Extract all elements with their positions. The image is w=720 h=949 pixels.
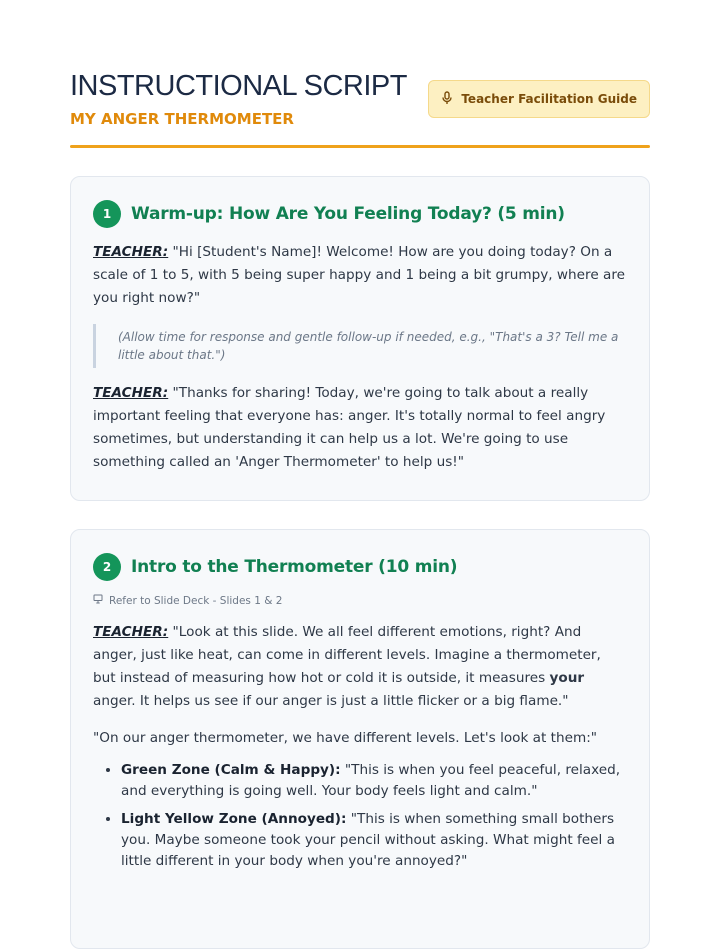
teacher-guide-label: Teacher Facilitation Guide xyxy=(461,92,637,106)
teacher-line xyxy=(93,382,627,474)
speaker-label: TEACHER: xyxy=(93,624,169,640)
list-item xyxy=(121,809,627,872)
microphone-icon xyxy=(441,91,453,108)
zone-list xyxy=(93,760,627,872)
teacher-line-text: "Thanks for sharing! Today, we're going to talk about a really important feeling that everyone has: anger. It's totally normal to feel angry sometimes, but understanding it can help us a lot. We're going to use something called an 'Anger Thermometer' to help us!" xyxy=(93,385,606,470)
teacher-line-text: anger. It helps us see if our anger is just a little flicker or a big flame." xyxy=(93,693,569,709)
speaker-label: TEACHER: xyxy=(93,244,169,260)
step-number-badge: 2 xyxy=(93,553,121,581)
page-header xyxy=(70,68,650,130)
header-divider xyxy=(70,145,650,148)
section-card-2 xyxy=(70,529,650,949)
section-title: Intro to the Thermometer (10 min) xyxy=(131,557,458,577)
zone-description: "This is when something small bothers you. Maybe someone took your pencil without asking. What might feel a little different in your body when you're annoyed?" xyxy=(121,811,615,869)
script-line: "On our anger thermometer, we have different levels. Let's look at them:" xyxy=(93,730,598,746)
section-title: Warm-up: How Are You Feeling Today? (5 min) xyxy=(131,204,565,224)
page-subtitle: MY ANGER THERMOMETER xyxy=(70,110,294,128)
speaker-label: TEACHER: xyxy=(93,385,169,401)
slide-reference-text: Refer to Slide Deck - Slides 1 & 2 xyxy=(109,594,283,607)
teacher-line-text: "Look at this slide. We all feel different emotions, right? And anger, just like heat, can come in different levels. Imagine a thermometer, but instead of measuring how hot or cold it is outside, it measures xyxy=(93,624,601,686)
teacher-guide-badge xyxy=(428,80,650,118)
list-item xyxy=(121,760,627,802)
teacher-line xyxy=(93,241,627,310)
section-heading xyxy=(93,552,627,582)
teacher-line-text: "Hi [Student's Name]! Welcome! How are you doing today? On a scale of 1 to 5, with 5 being super happy and 1 being a bit grumpy, where are you right now?" xyxy=(93,244,625,306)
page-title: INSTRUCTIONAL SCRIPT xyxy=(70,70,407,102)
facilitation-note: (Allow time for response and gentle follow-up if needed, e.g., "That's a 3? Tell me a little about that.") xyxy=(93,324,627,368)
slide-reference xyxy=(93,594,627,607)
zone-description: "This is when you feel peaceful, relaxed, and everything is going well. Your body feels light and calm." xyxy=(121,762,621,799)
zone-label: Light Yellow Zone (Annoyed): xyxy=(121,811,347,827)
section-card-1 xyxy=(70,176,650,501)
presentation-icon xyxy=(93,594,103,607)
emphasis-text: your xyxy=(549,670,585,686)
teacher-line xyxy=(93,621,627,713)
section-heading xyxy=(93,199,627,229)
zone-label: Green Zone (Calm & Happy): xyxy=(121,762,341,778)
step-number-badge: 1 xyxy=(93,200,121,228)
